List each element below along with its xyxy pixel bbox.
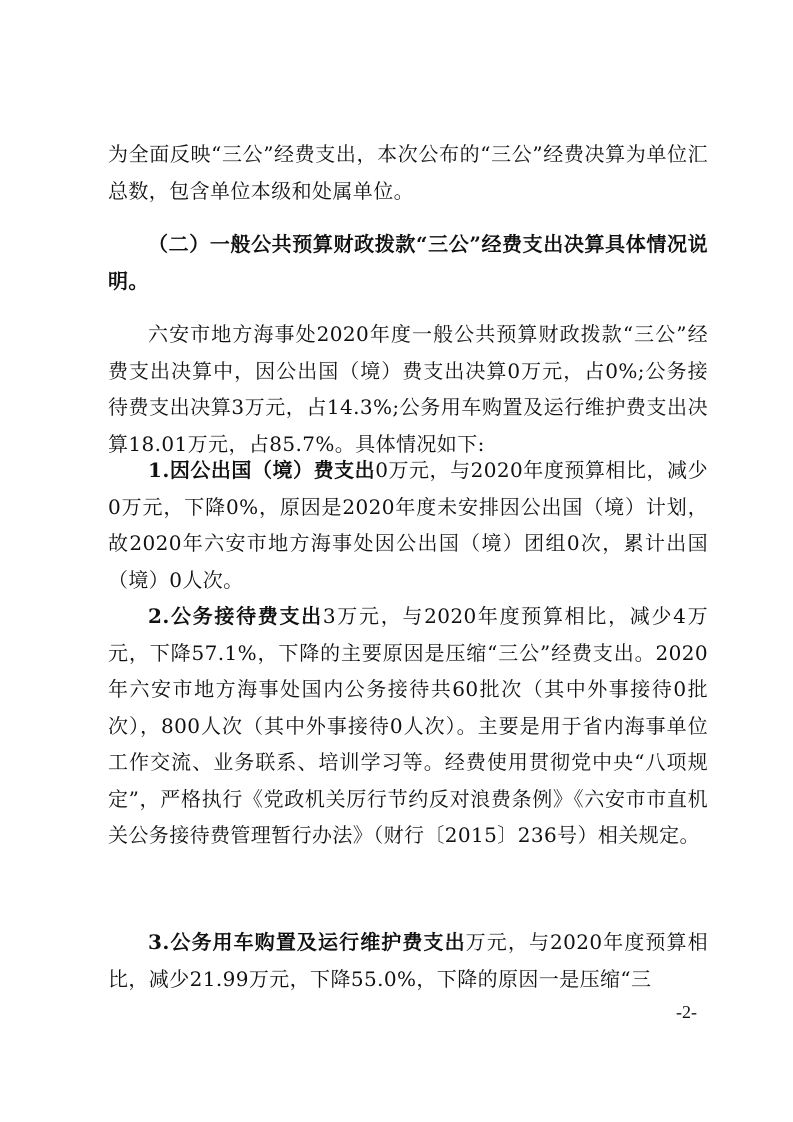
paragraph-summary: 六安市地方海事处2020年度一般公共预算财政拨款“三公”经费支出决算中，因公出国（境）费支出决算0万元，占0%;公务接待费支出决算3万元，占14.3%;公务用车购置及运行维护费支出决算18.01万元，占85.7%。具体情况如下:	[108, 322, 708, 456]
paragraph-official-vehicles	[108, 924, 708, 997]
paragraph-overseas-travel	[108, 452, 708, 598]
paragraph-official-reception	[108, 598, 708, 854]
paragraph-scope: 为全面反映“三公”经费支出，本次公布的“三公”经费决算为单位汇总数，包含单位本级和处属单位。	[108, 142, 708, 203]
page-number: -2-	[676, 1002, 697, 1022]
item-2-body: 3万元，与2020年度预算相比，减少4万元，下降57.1%，下降的主要原因是压缩“三公”经费支出。2020年六安市地方海事处国内公务接待共60批次（其中外事接待0批次），800人次（其中外事接待0人次）。主要是用于省内海事单位工作交流、业务联系、培训学习等。经费使用贯彻党中央“八项规定”，严格执行《党政机关厉行节约反对浪费条例》《六安市市直机关公务接待费管理暂行办法》（财行〔2015〕236号）相关规定。	[108, 604, 708, 847]
item-3-lead: 3.公务用车购置及运行维护费支出	[148, 930, 466, 954]
item-1-body: 0万元，与2020年度预算相比，减少0万元，下降0%，原因是2020年度未安排因公出国（境）计划，故2020年六安市地方海事处因公出国（境）团组0次，累计出国（境）0人次。	[108, 458, 708, 592]
section-heading: （二）一般公共预算财政拨款“三公”经费支出决算具体情况说明。	[108, 232, 708, 293]
item-3-body: 万元，与2020年度预算相比，减少21.99万元，下降55.0%，下降的原因一是压缩“三	[108, 930, 708, 991]
item-2-lead: 2.公务接待费支出	[148, 604, 323, 628]
item-1-lead: 1.因公出国（境）费支出	[148, 458, 376, 482]
